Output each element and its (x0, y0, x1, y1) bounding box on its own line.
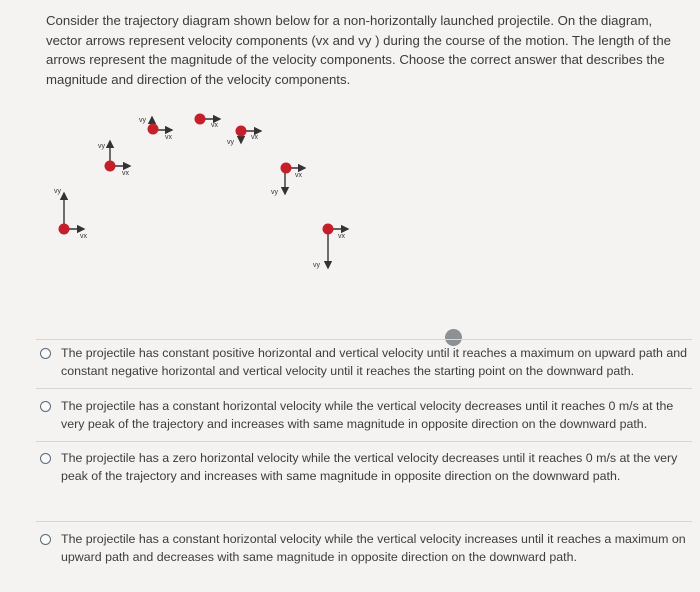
vy-label: vy (271, 189, 278, 196)
answer-option-4[interactable] (40, 531, 690, 566)
vy-label: vy (54, 188, 61, 195)
projectile-ball (59, 224, 70, 235)
divider (36, 339, 692, 340)
vy-label: vy (98, 143, 105, 150)
vx-label: vx (165, 134, 172, 141)
option-label: The projectile has a constant horizontal velocity while the vertical velocity increases until it reaches a maximum on upward path and decreases with same magnitude in opposite direction on the downward path. (61, 532, 686, 564)
projectile-position-2 (98, 141, 130, 177)
projectile-ball (195, 114, 206, 125)
projectile-position-1 (54, 188, 88, 240)
option-label: The projectile has a constant horizontal velocity while the vertical velocity decreases until it reaches 0 m/s at the very peak of the trajectory and increases with same magnitude in opposite direction on the downward path. (61, 399, 674, 431)
vx-label: vx (211, 122, 218, 129)
trajectory-diagram (0, 100, 700, 330)
projectile-ball (236, 126, 247, 137)
radio-button[interactable] (40, 453, 51, 464)
vx-label: vx (80, 233, 87, 240)
radio-button[interactable] (40, 401, 51, 412)
projectile-ball (281, 163, 292, 174)
projectile-ball (323, 224, 334, 235)
answer-option-2[interactable] (40, 398, 690, 433)
scroll-indicator (445, 329, 462, 346)
question-text: Consider the trajectory diagram shown below for a non-horizontally launched projectile. On the diagram, vector arrows represent velocity components (vx and vy ) during the course of the motion. The length of the arrows represent the magnitude of the velocity components. Choose the correct answer that describes the magnitude and direction of the velocity components. (46, 13, 672, 87)
divider (36, 441, 692, 442)
projectile-ball (105, 161, 116, 172)
vy-label: vy (313, 262, 320, 269)
vx-label: vx (295, 172, 302, 179)
projectile-ball (148, 124, 159, 135)
answer-option-1[interactable] (40, 345, 690, 380)
radio-button[interactable] (40, 348, 51, 359)
vy-label: vy (139, 117, 146, 124)
vx-label: vx (338, 233, 345, 240)
projectile-position-3 (139, 117, 173, 141)
divider (36, 521, 692, 522)
divider (36, 388, 692, 389)
vx-label: vx (122, 170, 129, 177)
answer-option-3[interactable] (40, 450, 690, 485)
vx-label: vx (251, 134, 258, 141)
option-label: The projectile has constant positive horizontal and vertical velocity until it reaches a maximum on upward path and constant negative horizontal and vertical velocity until it reaches the starting point on the downward path. (61, 346, 688, 378)
projectile-position-6 (271, 163, 305, 197)
projectile-position-4 (195, 114, 221, 130)
radio-button[interactable] (40, 534, 51, 545)
vy-label: vy (227, 139, 234, 146)
projectile-position-5 (227, 126, 261, 147)
projectile-position-7 (313, 224, 348, 270)
option-label: The projectile has a zero horizontal velocity while the vertical velocity decreases until it reaches 0 m/s at the very peak of the trajectory and increases with same magnitude in opposite direction on the downward path. (61, 451, 678, 483)
